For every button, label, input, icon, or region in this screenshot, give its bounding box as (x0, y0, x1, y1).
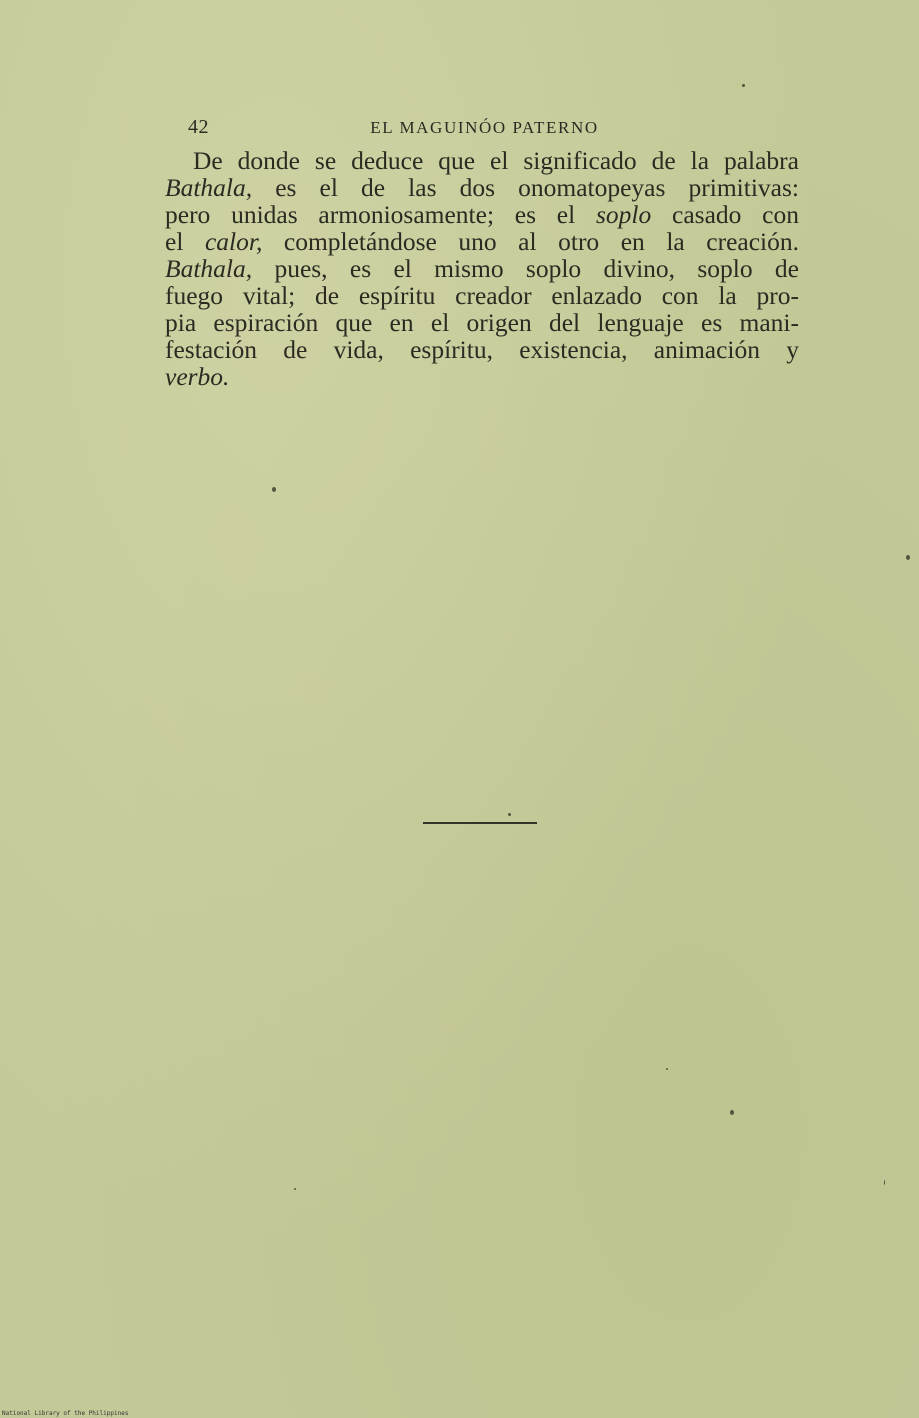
paper-speck (508, 813, 511, 816)
page-number: 42 (188, 116, 209, 138)
paper-speck (730, 1110, 734, 1115)
text-run: festación de vida, espíritu, existencia, animación y (165, 335, 799, 364)
text-line (165, 228, 799, 255)
scan-credit: National Library of the Philippines (2, 1410, 129, 1417)
paper-speck (666, 1068, 668, 1070)
text-line (165, 282, 799, 309)
text-run: casado con (651, 200, 799, 229)
italic-run: Bathala, (165, 254, 253, 283)
text-run: el (165, 227, 205, 256)
italic-run: calor, (204, 227, 263, 256)
text-run: De donde se deduce que el significado de la palabra (193, 146, 799, 175)
paper-speck (884, 1180, 885, 1185)
body-paragraph (165, 147, 799, 390)
text-run: pero unidas armoniosamente; es el (165, 200, 596, 229)
text-line (165, 255, 799, 282)
text-run: fuego vital; de espíritu creador enlazado con la pro- (165, 281, 799, 310)
paper-speck (272, 487, 276, 492)
paper-speck (294, 1188, 296, 1190)
text-run: es el de las dos onomatopeyas primitivas: (252, 173, 799, 202)
italic-run: Bathala, (165, 173, 253, 202)
paper-speck (742, 84, 745, 87)
text-line (165, 336, 799, 363)
italic-run: soplo (595, 200, 652, 229)
text-line (165, 309, 799, 336)
text-run: completándose uno al otro en la creación. (262, 227, 800, 256)
text-run: pia espiración que en el origen del lenguaje es mani- (165, 308, 799, 337)
paper-speck (906, 555, 910, 560)
text-run: pues, es el mismo soplo divino, soplo de (252, 254, 799, 283)
text-line (165, 174, 799, 201)
text-line (165, 363, 799, 390)
text-line (165, 147, 799, 174)
italic-run: verbo. (165, 362, 230, 391)
running-header: EL MAGUINÓO PATERNO (370, 118, 599, 137)
text-line (165, 201, 799, 228)
section-end-rule (423, 822, 537, 824)
